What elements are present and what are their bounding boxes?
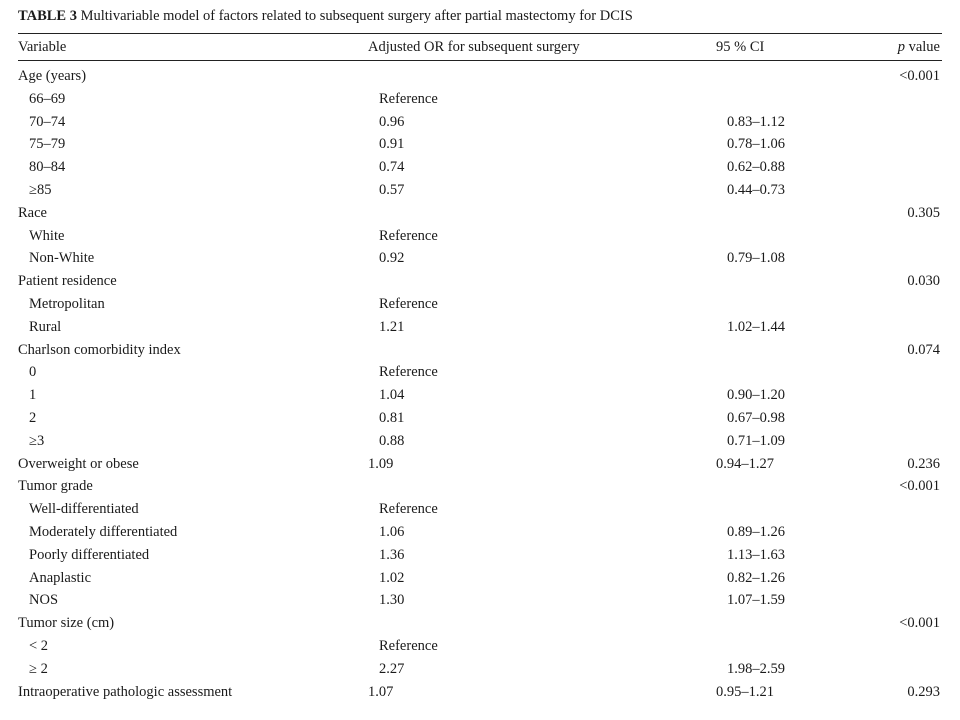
table-row [18, 316, 942, 339]
cell-ci [727, 225, 877, 248]
cell-p-value: 0.236 [907, 455, 940, 472]
table-row [18, 202, 942, 225]
cell-variable: Rural [29, 318, 62, 335]
cell-p-value [877, 567, 942, 590]
cell-variable: < 2 [29, 637, 49, 654]
cell-variable: 2 [29, 409, 37, 426]
cell-ci: 0.90–1.20 [727, 387, 785, 404]
cell-variable: Intraoperative pathologic assessment [18, 683, 233, 700]
cell-variable: 0 [29, 364, 37, 381]
cell-ci: 0.83–1.12 [727, 113, 785, 130]
header-ci: 95 % CI [716, 39, 765, 55]
cell-ci [727, 635, 877, 658]
cell-ci: 1.13–1.63 [727, 546, 785, 563]
cell-p-value: 0.293 [907, 683, 940, 700]
cell-adjusted-or: 1.07 [368, 683, 394, 700]
cell-ci: 0.44–0.73 [727, 181, 785, 198]
cell-variable: Metropolitan [29, 295, 105, 312]
table-row [18, 293, 942, 316]
cell-variable: ≥3 [29, 432, 45, 449]
cell-p-value: <0.001 [899, 478, 940, 495]
cell-ci: 0.89–1.26 [727, 523, 785, 540]
cell-p-value [877, 407, 942, 430]
cell-p-value [877, 133, 942, 156]
cell-p-value [877, 316, 942, 339]
cell-p-value [877, 498, 942, 521]
cell-variable: White [29, 227, 65, 244]
cell-variable: 80–84 [29, 159, 66, 176]
cell-p-value [877, 521, 942, 544]
cell-p-value [877, 635, 942, 658]
table-caption-label: TABLE 3 [18, 8, 77, 24]
table-row [18, 430, 942, 453]
cell-adjusted-or: 1.06 [379, 523, 405, 540]
table-row [18, 247, 942, 270]
cell-ci [716, 202, 866, 225]
table-row [18, 361, 942, 384]
cell-adjusted-or: 0.74 [379, 159, 405, 176]
table-row [18, 65, 942, 88]
cell-ci [727, 293, 877, 316]
cell-adjusted-or: 0.88 [379, 432, 405, 449]
cell-ci: 0.71–1.09 [727, 432, 785, 449]
cell-adjusted-or: 0.57 [379, 181, 405, 198]
results-table [18, 0, 942, 703]
cell-adjusted-or: 0.96 [379, 113, 405, 130]
cell-p-value: <0.001 [899, 615, 940, 632]
cell-p-value: 0.074 [907, 341, 940, 358]
table-row [18, 384, 942, 407]
table-row [18, 133, 942, 156]
header-p-rest: value [904, 39, 940, 55]
table-row [18, 521, 942, 544]
cell-variable: ≥ 2 [29, 660, 48, 677]
cell-variable: Anaplastic [29, 569, 92, 586]
cell-adjusted-or [368, 475, 716, 498]
cell-ci: 0.78–1.06 [727, 136, 785, 153]
cell-p-value [877, 589, 942, 612]
cell-ci: 0.67–0.98 [727, 409, 785, 426]
cell-p-value [877, 225, 942, 248]
table-row [18, 635, 942, 658]
cell-adjusted-or: 0.92 [379, 250, 405, 267]
table-row [18, 498, 942, 521]
cell-adjusted-or [368, 612, 716, 635]
cell-adjusted-or [368, 270, 716, 293]
cell-variable: Charlson comorbidity index [18, 341, 181, 358]
cell-ci: 0.79–1.08 [727, 250, 785, 267]
table-row [18, 658, 942, 681]
cell-p-value: 0.030 [907, 273, 940, 290]
table-row [18, 612, 942, 635]
cell-adjusted-or: 1.36 [379, 546, 405, 563]
cell-variable: 70–74 [29, 113, 66, 130]
table-row [18, 407, 942, 430]
cell-variable: Moderately differentiated [29, 523, 178, 540]
cell-p-value: <0.001 [899, 68, 940, 84]
cell-variable: Poorly differentiated [29, 546, 150, 563]
cell-variable: 75–79 [29, 136, 66, 153]
header-adjusted-or: Adjusted OR for subsequent surgery [368, 39, 580, 55]
cell-ci [716, 270, 866, 293]
cell-ci: 1.07–1.59 [727, 592, 785, 609]
cell-adjusted-or [368, 202, 716, 225]
table-row [18, 179, 942, 202]
cell-adjusted-or [368, 339, 716, 362]
cell-p-value [877, 88, 942, 111]
cell-ci [716, 65, 866, 88]
cell-p-value: 0.305 [907, 204, 940, 221]
cell-ci: 0.62–0.88 [727, 159, 785, 176]
cell-adjusted-or: Reference [379, 637, 438, 654]
table-header-row [18, 34, 942, 60]
table-row [18, 589, 942, 612]
cell-adjusted-or: Reference [379, 501, 438, 518]
table-row [18, 111, 942, 134]
table-row [18, 475, 942, 498]
table-row [18, 453, 942, 476]
cell-ci [727, 88, 877, 111]
cell-adjusted-or: 2.27 [379, 660, 405, 677]
cell-variable: Non-White [29, 250, 95, 267]
cell-variable: Race [18, 204, 47, 221]
table-row [18, 270, 942, 293]
cell-p-value [877, 247, 942, 270]
cell-ci [716, 612, 866, 635]
cell-ci [727, 361, 877, 384]
cell-p-value [877, 658, 942, 681]
cell-ci: 1.98–2.59 [727, 660, 785, 677]
cell-adjusted-or: 1.21 [379, 318, 405, 335]
table-row [18, 567, 942, 590]
cell-ci [716, 339, 866, 362]
cell-p-value [877, 544, 942, 567]
table-row [18, 339, 942, 362]
table-row [18, 544, 942, 567]
cell-variable: Overweight or obese [18, 455, 139, 472]
cell-variable: Age (years) [18, 68, 87, 84]
cell-adjusted-or [368, 65, 716, 88]
table-caption [18, 0, 942, 33]
cell-ci [727, 498, 877, 521]
header-p-value [866, 34, 942, 60]
cell-p-value [877, 179, 942, 202]
cell-variable: Tumor size (cm) [18, 615, 115, 632]
cell-adjusted-or: Reference [379, 90, 438, 107]
cell-variable: 66–69 [29, 90, 66, 107]
cell-adjusted-or: Reference [379, 295, 438, 312]
cell-adjusted-or: 0.91 [379, 136, 405, 153]
cell-p-value [877, 384, 942, 407]
cell-ci: 0.82–1.26 [727, 569, 785, 586]
cell-variable: Patient residence [18, 273, 117, 290]
cell-ci: 0.95–1.21 [716, 683, 774, 700]
header-p-italic: p [897, 39, 905, 55]
cell-adjusted-or: 0.81 [379, 409, 405, 426]
cell-adjusted-or: 1.02 [379, 569, 405, 586]
cell-variable: Tumor grade [18, 478, 93, 495]
cell-variable: 1 [29, 387, 37, 404]
header-variable: Variable [18, 39, 67, 55]
table-row [18, 681, 942, 704]
cell-p-value [877, 111, 942, 134]
cell-p-value [877, 156, 942, 179]
cell-adjusted-or: 1.04 [379, 387, 405, 404]
cell-variable: NOS [29, 592, 59, 609]
table-body [18, 65, 942, 703]
cell-ci: 1.02–1.44 [727, 318, 785, 335]
table-row [18, 88, 942, 111]
cell-adjusted-or: Reference [379, 227, 438, 244]
cell-adjusted-or: 1.09 [368, 455, 394, 472]
cell-variable: Well-differentiated [29, 501, 139, 518]
cell-adjusted-or: 1.30 [379, 592, 405, 609]
table-row [18, 156, 942, 179]
table-row [18, 225, 942, 248]
cell-ci [716, 475, 866, 498]
cell-variable: ≥85 [29, 181, 52, 198]
table-caption-text: Multivariable model of factors related to subsequent surgery after partial mastectomy for DCIS [80, 8, 633, 24]
cell-p-value [877, 293, 942, 316]
cell-p-value [877, 430, 942, 453]
cell-adjusted-or: Reference [379, 364, 438, 381]
cell-p-value [877, 361, 942, 384]
cell-ci: 0.94–1.27 [716, 455, 774, 472]
